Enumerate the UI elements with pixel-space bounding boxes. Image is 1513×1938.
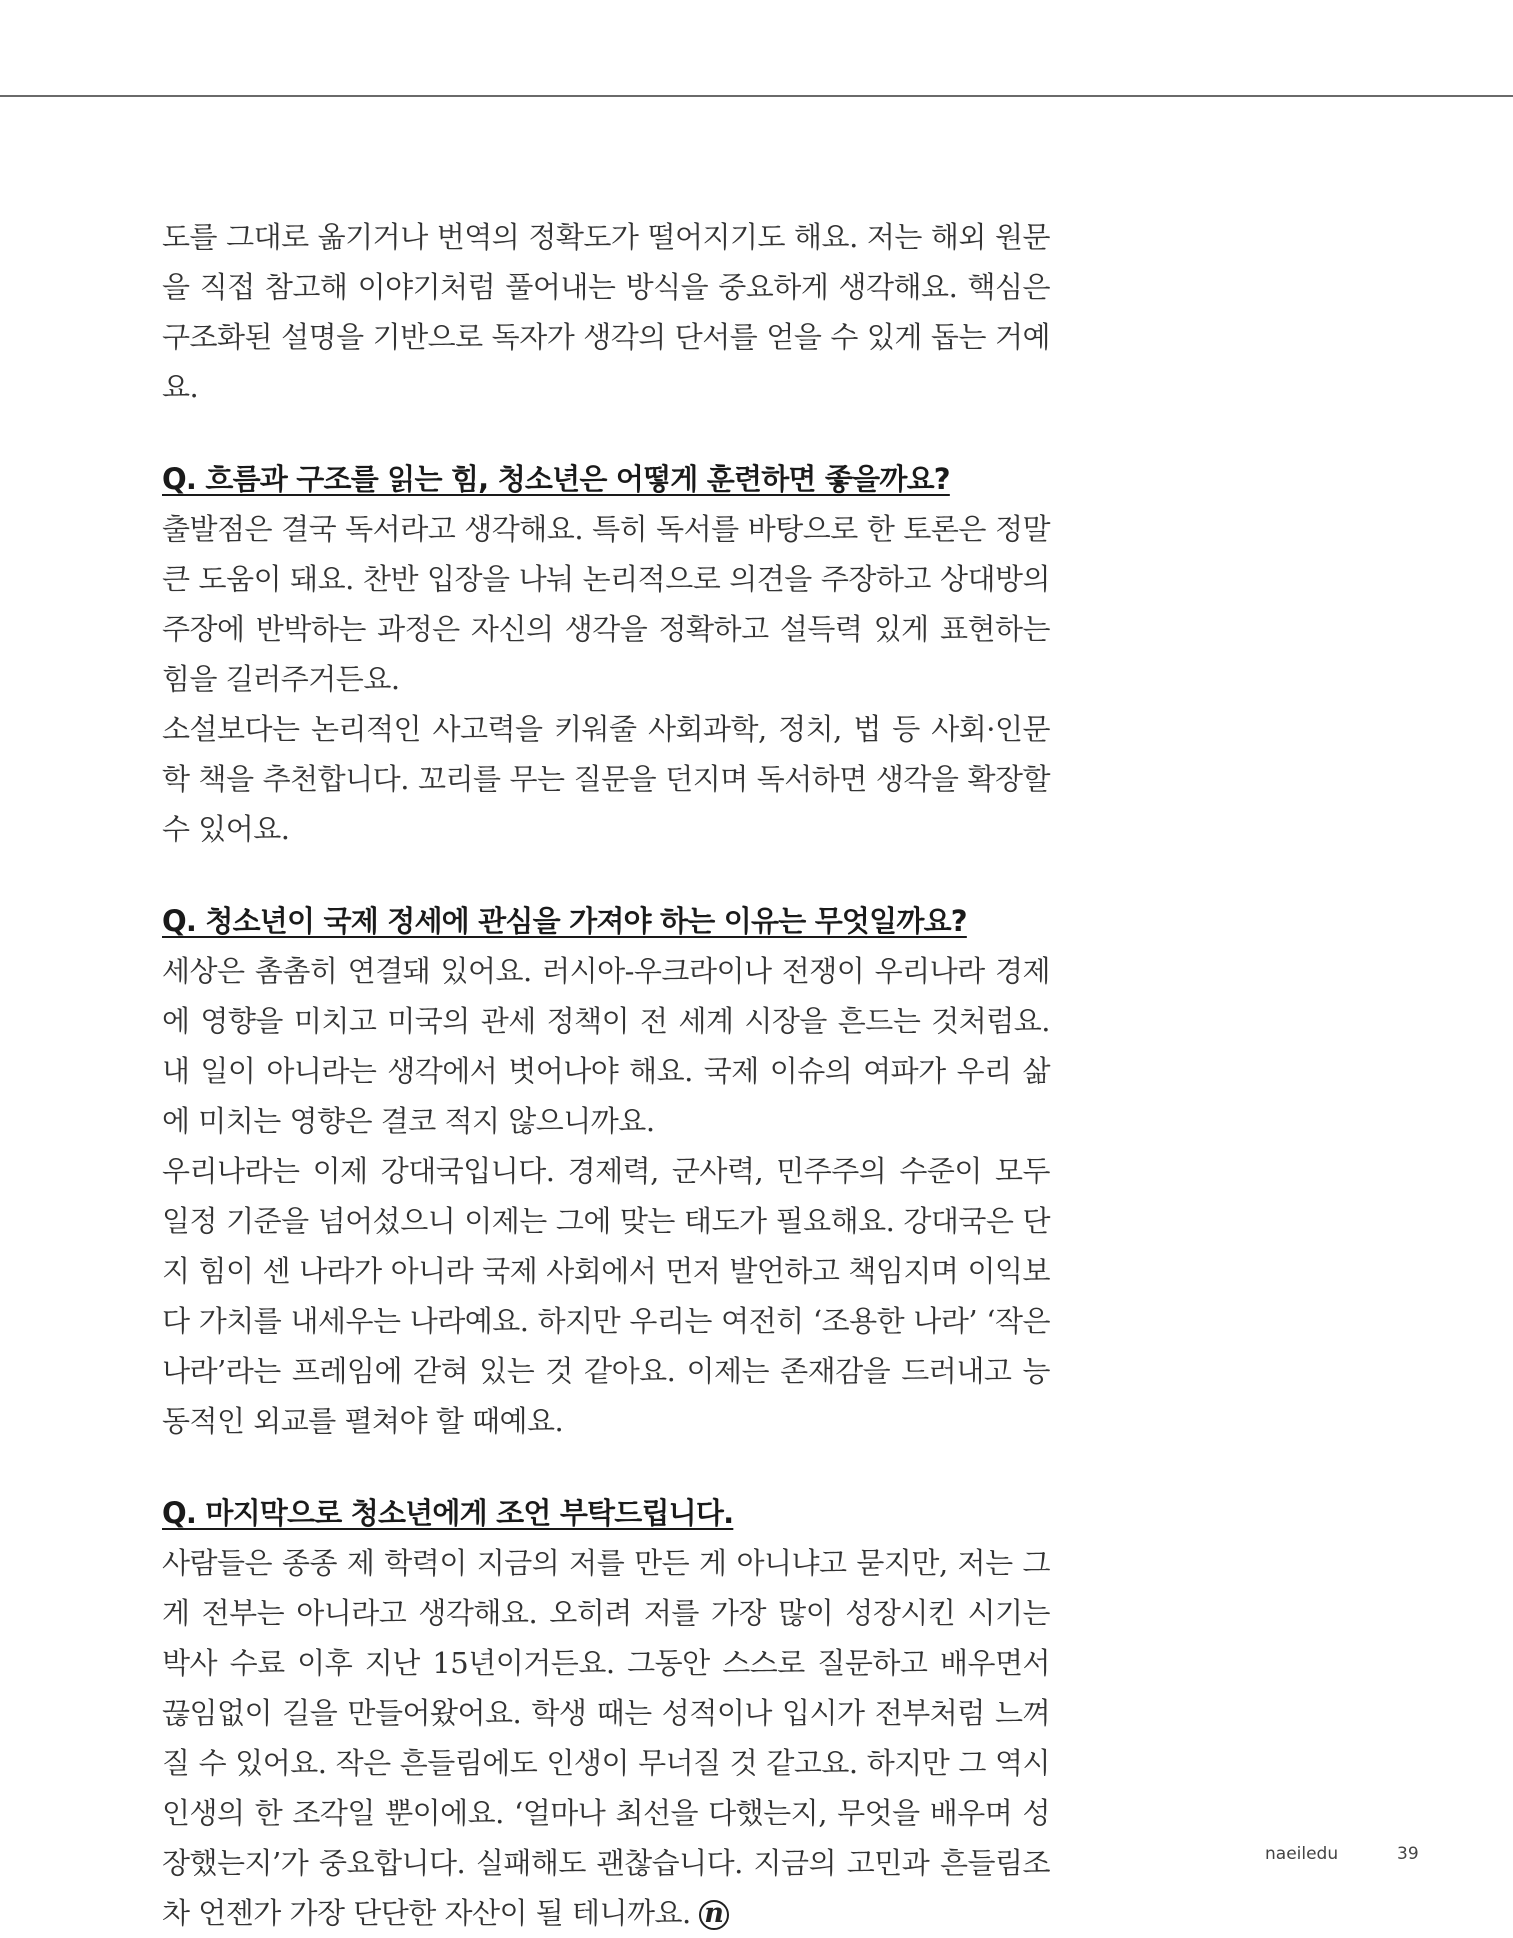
question-heading: Q. 청소년이 국제 정세에 관심을 가져야 하는 이유는 무엇일까요? — [162, 904, 967, 938]
answer-paragraph — [162, 1538, 1050, 1938]
intro-paragraph: 도를 그대로 옮기거나 번역의 정확도가 떨어지기도 해요. 저는 해외 원문을 직접 참고해 이야기처럼 풀어내는 방식을 중요하게 생각해요. 핵심은 구조화된 설명을 기반으로 독자가 생각의 단서를 얻을 수 있게 돕는 거예요. — [162, 220, 1050, 404]
answer-text: 사람들은 종종 제 학력이 지금의 저를 만든 게 아니냐고 묻지만, 저는 그게 전부는 아니라고 생각해요. 오히려 저를 가장 많이 성장시킨 시기는 박사 수료 이후 지난 15년이거든요. 그동안 스스로 질문하고 배우면서 끊임없이 길을 만들어왔어요. 학생 때는 성적이나 입시가 전부처럼 느껴질 수 있어요. 작은 흔들림에도 인생이 무너질 것 같고요. 하지만 그 역시 인생의 한 조각일 뿐이에요. ‘얼마나 최선을 다했는지, 무엇을 배우며 성장했는지’가 중요합니다. 실패해도 괜찮습니다. 지금의 고민과 흔들림조차 언젠가 가장 단단한 자산이 될 테니까요. — [162, 1546, 1050, 1930]
page-number: 39 — [1397, 1844, 1419, 1864]
answer-paragraph: 출발점은 결국 독서라고 생각해요. 특히 독서를 바탕으로 한 토론은 정말 큰 도움이 돼요. 찬반 입장을 나눠 논리적으로 의견을 주장하고 상대방의 주장에 반박하는 과정은 자신의 생각을 정확하고 설득력 있게 표현하는 힘을 길러주거든요. — [162, 512, 1050, 696]
article-body — [162, 212, 1050, 1938]
answer-paragraph: 소설보다는 논리적인 사고력을 키워줄 사회과학, 정치, 법 등 사회·인문학 책을 추천합니다. 꼬리를 무는 질문을 던지며 독서하면 생각을 확장할 수 있어요. — [162, 712, 1050, 846]
top-divider — [0, 95, 1513, 97]
footer-brand: naeiledu — [1265, 1844, 1339, 1864]
answer-paragraph: 세상은 촘촘히 연결돼 있어요. 러시아-우크라이나 전쟁이 우리나라 경제에 영향을 미치고 미국의 관세 정책이 전 세계 시장을 흔드는 것처럼요. 내 일이 아니라는 생각에서 벗어나야 해요. 국제 이슈의 여파가 우리 삶에 미치는 영향은 결코 적지 않으니까요. — [162, 954, 1050, 1138]
end-mark-icon: n — [699, 1900, 729, 1930]
question-heading: Q. 흐름과 구조를 읽는 힘, 청소년은 어떻게 훈련하면 좋을까요? — [162, 462, 950, 496]
question-heading: Q. 마지막으로 청소년에게 조언 부탁드립니다. — [162, 1496, 734, 1530]
answer-paragraph: 우리나라는 이제 강대국입니다. 경제력, 군사력, 민주주의 수준이 모두 일정 기준을 넘어섰으니 이제는 그에 맞는 태도가 필요해요. 강대국은 단지 힘이 센 나라가 아니라 국제 사회에서 먼저 발언하고 책임지며 이익보다 가치를 내세우는 나라예요. 하지만 우리는 여전히 ‘조용한 나라’ ‘작은 나라’라는 프레임에 갇혀 있는 것 같아요. 이제는 존재감을 드러내고 능동적인 외교를 펼쳐야 할 때예요. — [162, 1154, 1050, 1438]
